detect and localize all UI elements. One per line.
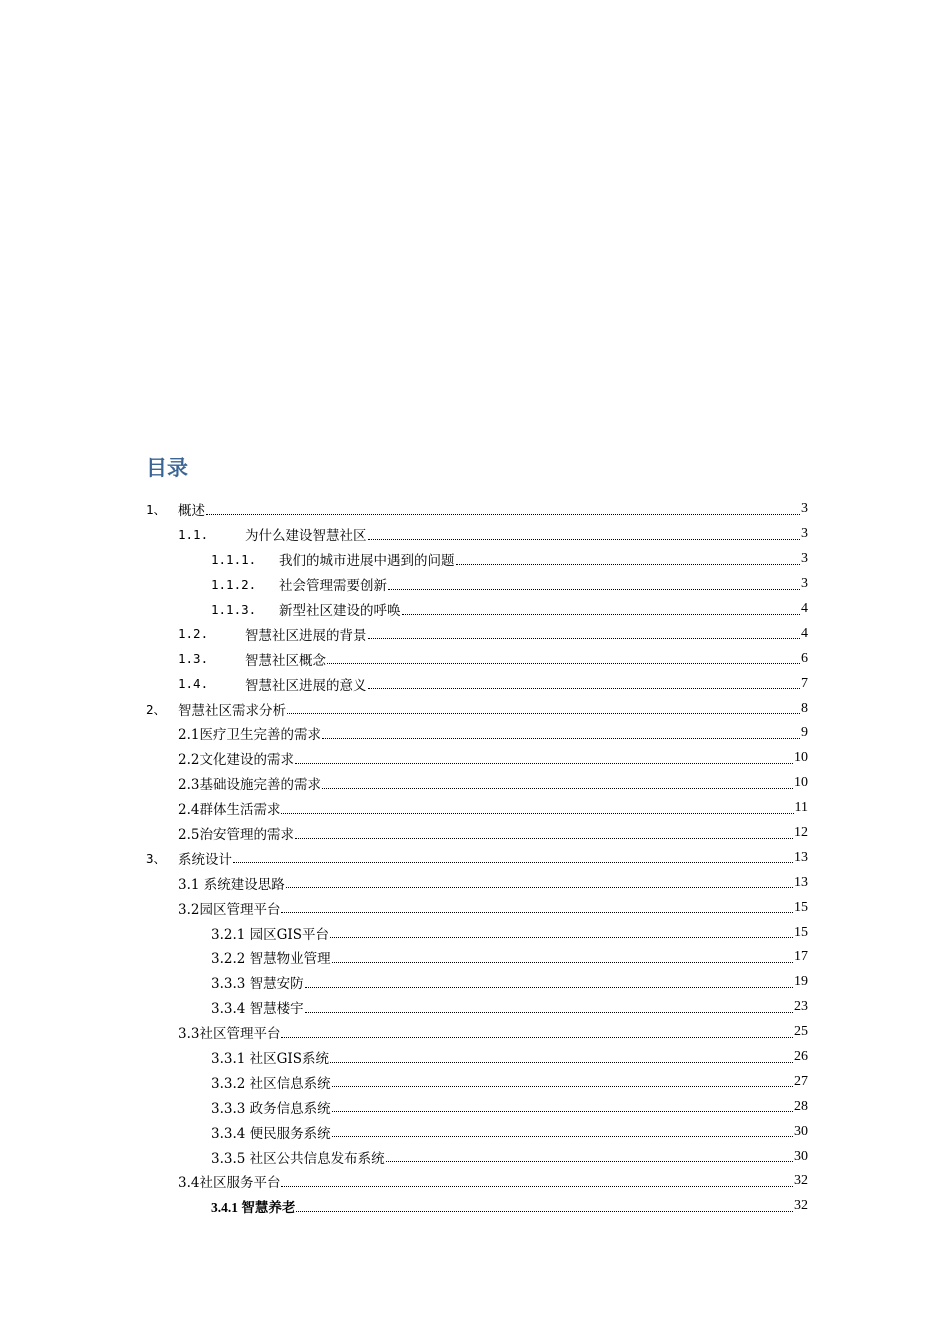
toc-entry-label: 2.3基础设施完善的需求	[178, 777, 321, 794]
toc-entry-page: 19	[794, 974, 808, 990]
toc-entry[interactable]	[146, 572, 808, 597]
dot-leader	[322, 728, 800, 739]
toc-entry[interactable]	[146, 945, 808, 970]
toc-entry-label: 2.4群体生活需求	[178, 802, 281, 819]
toc-entry[interactable]	[146, 1194, 808, 1219]
dot-leader	[305, 977, 793, 988]
toc-entry-page: 30	[794, 1148, 808, 1164]
toc-entry-page: 15	[794, 924, 808, 940]
toc-entry-label: 3.3.4 便民服务系统	[211, 1125, 331, 1142]
toc-entry[interactable]	[146, 821, 808, 846]
toc-entry-label: 3.3社区管理平台	[178, 1026, 281, 1043]
toc-entry-label: 3.3.3 智慧安防	[211, 976, 304, 993]
dot-leader	[287, 703, 800, 714]
dot-leader	[402, 604, 801, 615]
toc-entry-label: 为什么建设智慧社区	[245, 528, 367, 545]
toc-entry-page: 3	[801, 526, 808, 542]
toc-entry-number: 1.1.1.	[211, 551, 257, 567]
toc-entry[interactable]	[146, 721, 808, 746]
toc-entry[interactable]	[146, 995, 808, 1020]
dot-leader	[332, 1101, 793, 1112]
toc-entry[interactable]	[146, 1119, 808, 1144]
toc-entry-number: 1、	[146, 502, 167, 518]
toc-entry-label: 3.2.2 智慧物业管理	[211, 951, 331, 968]
toc-entry[interactable]	[146, 771, 808, 796]
toc-entry-label: 智慧社区概念	[245, 652, 326, 669]
toc-entry-page: 32	[794, 1173, 808, 1189]
toc-entry-number: 1.1.2.	[211, 576, 257, 592]
toc-entry-label: 2.2文化建设的需求	[178, 752, 294, 769]
toc-entry-label: 我们的城市进展中遇到的问题	[279, 553, 455, 570]
dot-leader	[368, 529, 801, 540]
toc-entry-page: 17	[794, 949, 808, 965]
toc-entry-page: 7	[801, 675, 808, 691]
dot-leader	[206, 504, 800, 515]
toc-entry-page: 13	[794, 874, 808, 890]
toc-entry-page: 3	[801, 551, 808, 567]
toc-entry-page: 15	[794, 899, 808, 915]
toc-entry[interactable]	[146, 1020, 808, 1045]
toc-entry[interactable]	[146, 1094, 808, 1119]
toc-entry[interactable]	[146, 746, 808, 771]
dot-leader	[456, 554, 801, 565]
dot-leader	[332, 952, 793, 963]
toc-entry-page: 11	[794, 800, 808, 816]
toc-entry-label: 智慧社区进展的背景	[245, 627, 367, 644]
toc-entry[interactable]	[146, 970, 808, 995]
toc-entry-page: 23	[794, 999, 808, 1015]
toc-entry-page: 12	[794, 825, 808, 841]
toc-title: 目录	[146, 456, 188, 480]
toc-entry-label: 3.1 系统建设思路	[178, 876, 285, 893]
toc-entry-number: 1.4.	[178, 676, 209, 692]
toc-entry-page: 6	[801, 650, 808, 666]
toc-entry-page: 30	[794, 1123, 808, 1139]
toc-entry-number: 1.2.	[178, 626, 209, 642]
table-of-contents	[146, 497, 808, 1219]
dot-leader	[295, 753, 793, 764]
toc-entry-number: 3、	[146, 850, 167, 866]
dot-leader	[368, 678, 801, 689]
dot-leader	[332, 1126, 793, 1137]
toc-entry[interactable]	[146, 920, 808, 945]
toc-entry-label: 3.4.1 智慧养老	[211, 1200, 296, 1216]
toc-entry[interactable]	[146, 646, 808, 671]
toc-entry-label: 智慧社区进展的意义	[245, 677, 367, 694]
toc-entry-label: 概述	[178, 503, 205, 520]
toc-entry-label: 智慧社区需求分析	[178, 702, 286, 719]
dot-leader	[330, 1052, 793, 1063]
toc-entry-page: 25	[794, 1024, 808, 1040]
toc-entry[interactable]	[146, 522, 808, 547]
toc-entry[interactable]	[146, 696, 808, 721]
toc-entry-label: 3.2.1 园区GIS平台	[211, 926, 330, 943]
toc-entry[interactable]	[146, 547, 808, 572]
dot-leader	[286, 877, 793, 888]
toc-entry[interactable]	[146, 1069, 808, 1094]
dot-leader	[388, 579, 800, 590]
dot-leader	[281, 1176, 793, 1187]
toc-entry[interactable]	[146, 796, 808, 821]
toc-entry[interactable]	[146, 621, 808, 646]
toc-entry[interactable]	[146, 1169, 808, 1194]
toc-entry[interactable]	[146, 597, 808, 622]
toc-entry-label: 3.3.5 社区公共信息发布系统	[211, 1150, 385, 1167]
toc-entry-page: 32	[794, 1198, 808, 1214]
dot-leader	[322, 778, 793, 789]
dot-leader	[233, 852, 793, 863]
toc-entry-page: 3	[801, 576, 808, 592]
toc-entry-page: 26	[794, 1049, 808, 1065]
toc-entry-page: 4	[801, 625, 808, 641]
toc-entry[interactable]	[146, 497, 808, 522]
toc-entry[interactable]	[146, 671, 808, 696]
dot-leader	[281, 902, 793, 913]
toc-entry[interactable]	[146, 1045, 808, 1070]
toc-entry-label: 系统设计	[178, 851, 232, 868]
toc-entry-page: 4	[801, 601, 808, 616]
toc-entry-label: 3.3.4 智慧楼宇	[211, 1001, 304, 1018]
dot-leader	[330, 927, 793, 938]
toc-entry-page: 10	[794, 775, 808, 791]
toc-entry-page: 13	[794, 849, 808, 865]
toc-entry-number: 1.3.	[178, 651, 209, 667]
toc-entry[interactable]	[146, 845, 808, 870]
toc-entry[interactable]	[146, 895, 808, 920]
dot-leader	[332, 1076, 793, 1087]
dot-leader	[296, 1201, 793, 1212]
toc-entry-page: 3	[801, 501, 808, 517]
toc-entry-label: 2.1医疗卫生完善的需求	[178, 727, 321, 744]
toc-entry-number: 1.1.3.	[211, 601, 257, 617]
toc-entry-page: 9	[801, 725, 808, 741]
dot-leader	[281, 1027, 793, 1038]
toc-entry-number: 2、	[146, 701, 167, 717]
toc-entry-page: 10	[794, 750, 808, 766]
toc-entry[interactable]	[146, 1144, 808, 1169]
dot-leader	[305, 1002, 793, 1013]
toc-entry-label: 3.4社区服务平台	[178, 1175, 281, 1192]
toc-entry-label: 3.3.2 社区信息系统	[211, 1075, 331, 1092]
toc-entry-label: 3.2园区管理平台	[178, 901, 281, 918]
toc-entry-label: 3.3.1 社区GIS系统	[211, 1051, 330, 1068]
toc-entry-page: 8	[801, 700, 808, 716]
toc-entry-label: 2.5治安管理的需求	[178, 827, 294, 844]
toc-entry[interactable]	[146, 870, 808, 895]
dot-leader	[327, 653, 800, 664]
toc-entry-label: 社会管理需要创新	[279, 578, 387, 595]
toc-entry-page: 27	[794, 1073, 808, 1089]
dot-leader	[281, 803, 793, 814]
toc-entry-page: 28	[794, 1098, 808, 1114]
dot-leader	[295, 828, 793, 839]
toc-entry-label: 新型社区建设的呼唤	[279, 603, 401, 619]
dot-leader	[386, 1151, 793, 1162]
toc-entry-label: 3.3.3 政务信息系统	[211, 1100, 331, 1117]
toc-entry-number: 1.1.	[178, 526, 209, 542]
dot-leader	[368, 628, 801, 639]
